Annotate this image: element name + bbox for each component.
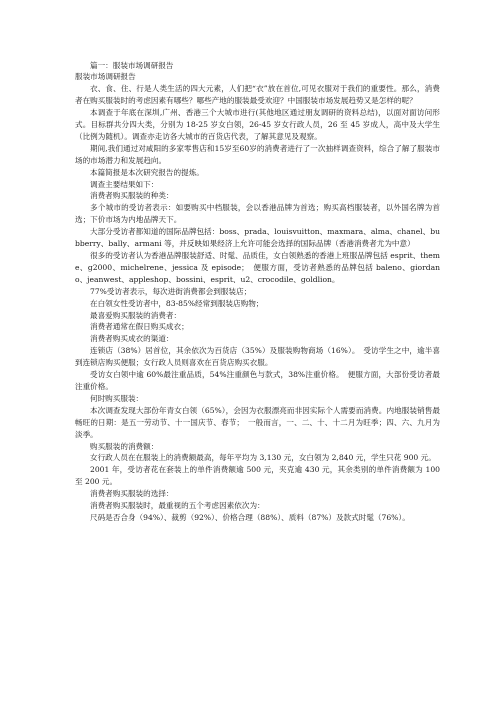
- paragraph: 很多的受访者认为香港品牌服装舒适、时髦、品质佳，女白领熟悉的香港上班服品牌包括 esprit、theme、g2000、michelrene、jessica 及 episode； 便服方面，受访者熟悉的品牌包括 baleno、giordano、jeanwest、appleshop、bossini、esprit、u2、crocodile、goldlion。: [75, 251, 440, 284]
- document-body: [75, 71, 440, 523]
- paragraph: 77%受访者表示，每次进街消费都会到服装店；: [90, 286, 252, 296]
- paragraph: 在白领女性受访者中，83-85%经常到服装店购物；: [90, 298, 264, 308]
- paragraph: 消费者购买服装的选择：: [90, 489, 174, 499]
- paragraph: 服装市场调研报告: [75, 72, 136, 82]
- paragraph: 大部分受访者都知道的国际品牌包括：boss、prada、louisvuitton、maxmara、alma、chanel、bubberry、bally、armani 等，并反映如果经济上允许可能会选择的国际品牌（香港消费者尤为中意）: [75, 227, 440, 249]
- paragraph: 何时购买服装：: [90, 393, 144, 403]
- paragraph: 受访女白领中逾 60%最注重品质，54%注重颜色与款式，38%注重价格。 便服方面，大部份受访者最注重价格。: [75, 370, 440, 391]
- paragraph: 本篇简报是本次研究报告的提炼。: [90, 167, 204, 177]
- paragraph: 2001 年，受访者花在套装上的单件消费额逾 500 元，夹克逾 430 元，其余类别的单件消费额为 100 至 200 元。: [75, 465, 440, 487]
- paragraph: 消费者通常在假日购买成衣；: [90, 322, 189, 332]
- paragraph: 本次调查发现大部份年青女白领（65%），会因为衣服漂亮而非因实际个人需要而消费。内地服装销售最畅旺的日期：是五一劳动节、十一国庆节、春节； 一般而言，一、二、十、十二月为旺季；四、六、九月为淡季。: [75, 405, 440, 439]
- paragraph: 期间,我们通过对咸阳的多家零售店和15岁至60岁的消费者进行了一次抽样调查资料，综合了解了服装市场的市场潜力和发展趋向。: [75, 143, 440, 165]
- paragraph: 调查主要结果如下：: [90, 179, 159, 189]
- paragraph: 消费者购买服装的种类：: [90, 191, 174, 201]
- paragraph: 最喜爱购买服装的消费者：: [90, 310, 182, 320]
- paragraph: 尺码是否合身（94%）、裁剪（92%）、价格合理（88%）、质料（87%）及款式时髦（76%）。: [90, 512, 410, 522]
- paragraph: 连锁店（38%）居首位，其余依次为百货店（35%）及服装购物商场（16%）。 受访学生之中，逾半喜到连锁店购买便服；女行政人员则喜欢在百货店购买衣服。: [75, 346, 440, 368]
- paragraph: 购买服装的消费额：: [90, 441, 159, 451]
- paragraph: 多个城市的受访者表示：如要购买中档服装，会以香港品牌为首选；购买高档服装者，以外国名牌为首选；下价市场为内地品牌天下。: [75, 203, 440, 225]
- paragraph: 消费者购买成衣的渠道：: [90, 334, 174, 344]
- paragraph: 本调查于年底在深圳,广州、香港三个大城市进行(其他地区通过朋友调研的资料总结)，以面对面访问形式。目标群共分四大类，分别为 18-25 岁女白领，26-45 岁女行政人员，26 至 45 岁成人，高中及大学生（比例为随机）。调查亦走访各大城市的百货店代表，了解其意见及观察。: [75, 108, 440, 141]
- paragraph: 衣、食、住、行是人类生活的四大元素，人们把“衣”放在首位,可见衣服对于我们的重要性。那么，消费者在购买服装时的考虑因素有哪些？哪些产地的服装最受欢迎？中国服装市场发展趋势又是怎样的呢？: [75, 84, 440, 106]
- paragraph: 女行政人员在在服装上的消费额最高，每年平均为 3,130 元，女白领为 2,840 元，学生只花 900 元。: [90, 453, 436, 463]
- document-title: 篇一：服装市场调研报告: [90, 61, 174, 70]
- paragraph: 消费者购买服装时，最重视的五个考虑因素依次为：: [90, 501, 265, 511]
